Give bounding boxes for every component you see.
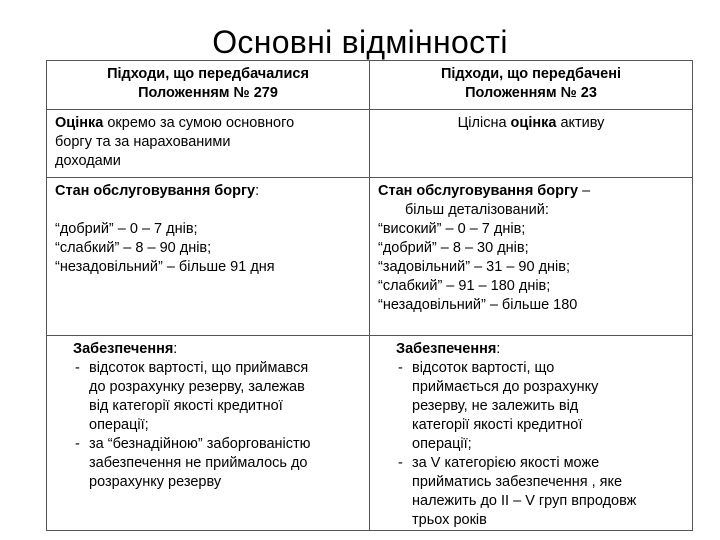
collateral-right: [370, 336, 693, 531]
assessment-left-bold: Оцінка: [55, 115, 104, 131]
table-row-assessment: [47, 110, 693, 178]
collateral-right-b2-line-2: прийматись забезпечення , яке: [412, 474, 623, 490]
collateral-left-label: Забезпечення: [73, 341, 174, 357]
collateral-left-b1-line-1: відсоток вартості, що приймався: [89, 360, 309, 376]
debt-service-left: [47, 178, 370, 336]
assessment-right-post: активу: [556, 115, 605, 131]
dash-marker: -: [398, 455, 403, 471]
collateral-right-label: Забезпечення: [396, 341, 497, 357]
collateral-right-b2-line-3: належить до ІІ – V груп впродовж: [412, 493, 637, 509]
header-left-line-2: Положенням № 279: [138, 85, 278, 101]
collateral-left-suffix: :: [173, 341, 178, 357]
debt-left-item-3: “незадовільний” – більше 91 дня: [55, 259, 275, 275]
assessment-right-pre: Цілісна: [457, 115, 511, 131]
collateral-right-b1-line-3: резерву, не залежить від: [412, 398, 579, 414]
header-right: [370, 61, 693, 110]
debt-right-item-5: “незадовільний” – більше 180: [378, 297, 578, 313]
debt-left-item-2: “слабкий” – 8 – 90 днів;: [55, 240, 212, 256]
debt-right-note: більш деталізований:: [405, 202, 549, 218]
collateral-left-bullet-1: [73, 359, 361, 435]
dash-marker: -: [75, 436, 80, 452]
header-left-line-1: Підходи, що передбачалися: [107, 66, 309, 82]
debt-service-right: [370, 178, 693, 336]
dash-marker: -: [75, 360, 80, 376]
collateral-left-b1-line-2: до розрахунку резерву, залежав: [89, 379, 305, 395]
collateral-right-b1-line-1: відсоток вартості, що: [412, 360, 555, 376]
collateral-left: [47, 336, 370, 531]
collateral-right-suffix: :: [496, 341, 501, 357]
collateral-left-bullet-2: [73, 435, 361, 492]
collateral-right-b2-line-4: трьох років: [412, 512, 487, 528]
collateral-right-bullet-1: [396, 359, 684, 454]
collateral-right-b1-line-2: приймається до розрахунку: [412, 379, 599, 395]
debt-left-label: Стан обслуговування боргу: [55, 183, 256, 199]
collateral-right-b1-line-5: операції;: [412, 436, 472, 452]
collateral-left-b1-line-4: операції;: [89, 417, 149, 433]
comparison-table: [46, 60, 693, 531]
assessment-right-bold: оцінка: [510, 115, 557, 131]
table-row-debt-service: [47, 178, 693, 336]
debt-right-item-2: “добрий” – 8 – 30 днів;: [378, 240, 529, 256]
collateral-left-b2-line-1: за “безнадійною” заборгованістю: [89, 436, 311, 452]
header-left: [47, 61, 370, 110]
collateral-right-b2-line-1: за V категорією якості може: [412, 455, 600, 471]
debt-left-suffix: :: [255, 183, 260, 199]
assessment-left-text-3: доходами: [55, 153, 121, 169]
dash-marker: -: [398, 360, 403, 376]
debt-right-suffix: –: [578, 183, 591, 199]
table-header-row: [47, 61, 693, 110]
table-row-collateral: [47, 336, 693, 531]
collateral-right-bullet-2: [396, 454, 684, 530]
collateral-left-b2-line-3: розрахунку резерву: [89, 474, 222, 490]
header-right-line-2: Положенням № 23: [465, 85, 597, 101]
collateral-left-b1-line-3: від категорії якості кредитної: [89, 398, 283, 414]
debt-right-label: Стан обслуговування боргу: [378, 183, 579, 199]
assessment-left-text-2: боргу та за нарахованими: [55, 134, 231, 150]
debt-right-item-1: “високий” – 0 – 7 днів;: [378, 221, 526, 237]
page-title: Основні відмінності: [212, 24, 508, 60]
debt-right-item-4: “слабкий” – 91 – 180 днів;: [378, 278, 551, 294]
debt-left-item-1: “добрий” – 0 – 7 днів;: [55, 221, 198, 237]
collateral-left-b2-line-2: забезпечення не приймалось до: [89, 455, 308, 471]
debt-right-item-3: “задовільний” – 31 – 90 днів;: [378, 259, 570, 275]
assessment-left: [47, 110, 370, 178]
header-right-line-1: Підходи, що передбачені: [440, 66, 621, 82]
collateral-right-b1-line-4: категорії якості кредитної: [412, 417, 583, 433]
assessment-right: [370, 110, 693, 178]
assessment-left-text-1: окремо за сумою основного: [103, 115, 295, 131]
